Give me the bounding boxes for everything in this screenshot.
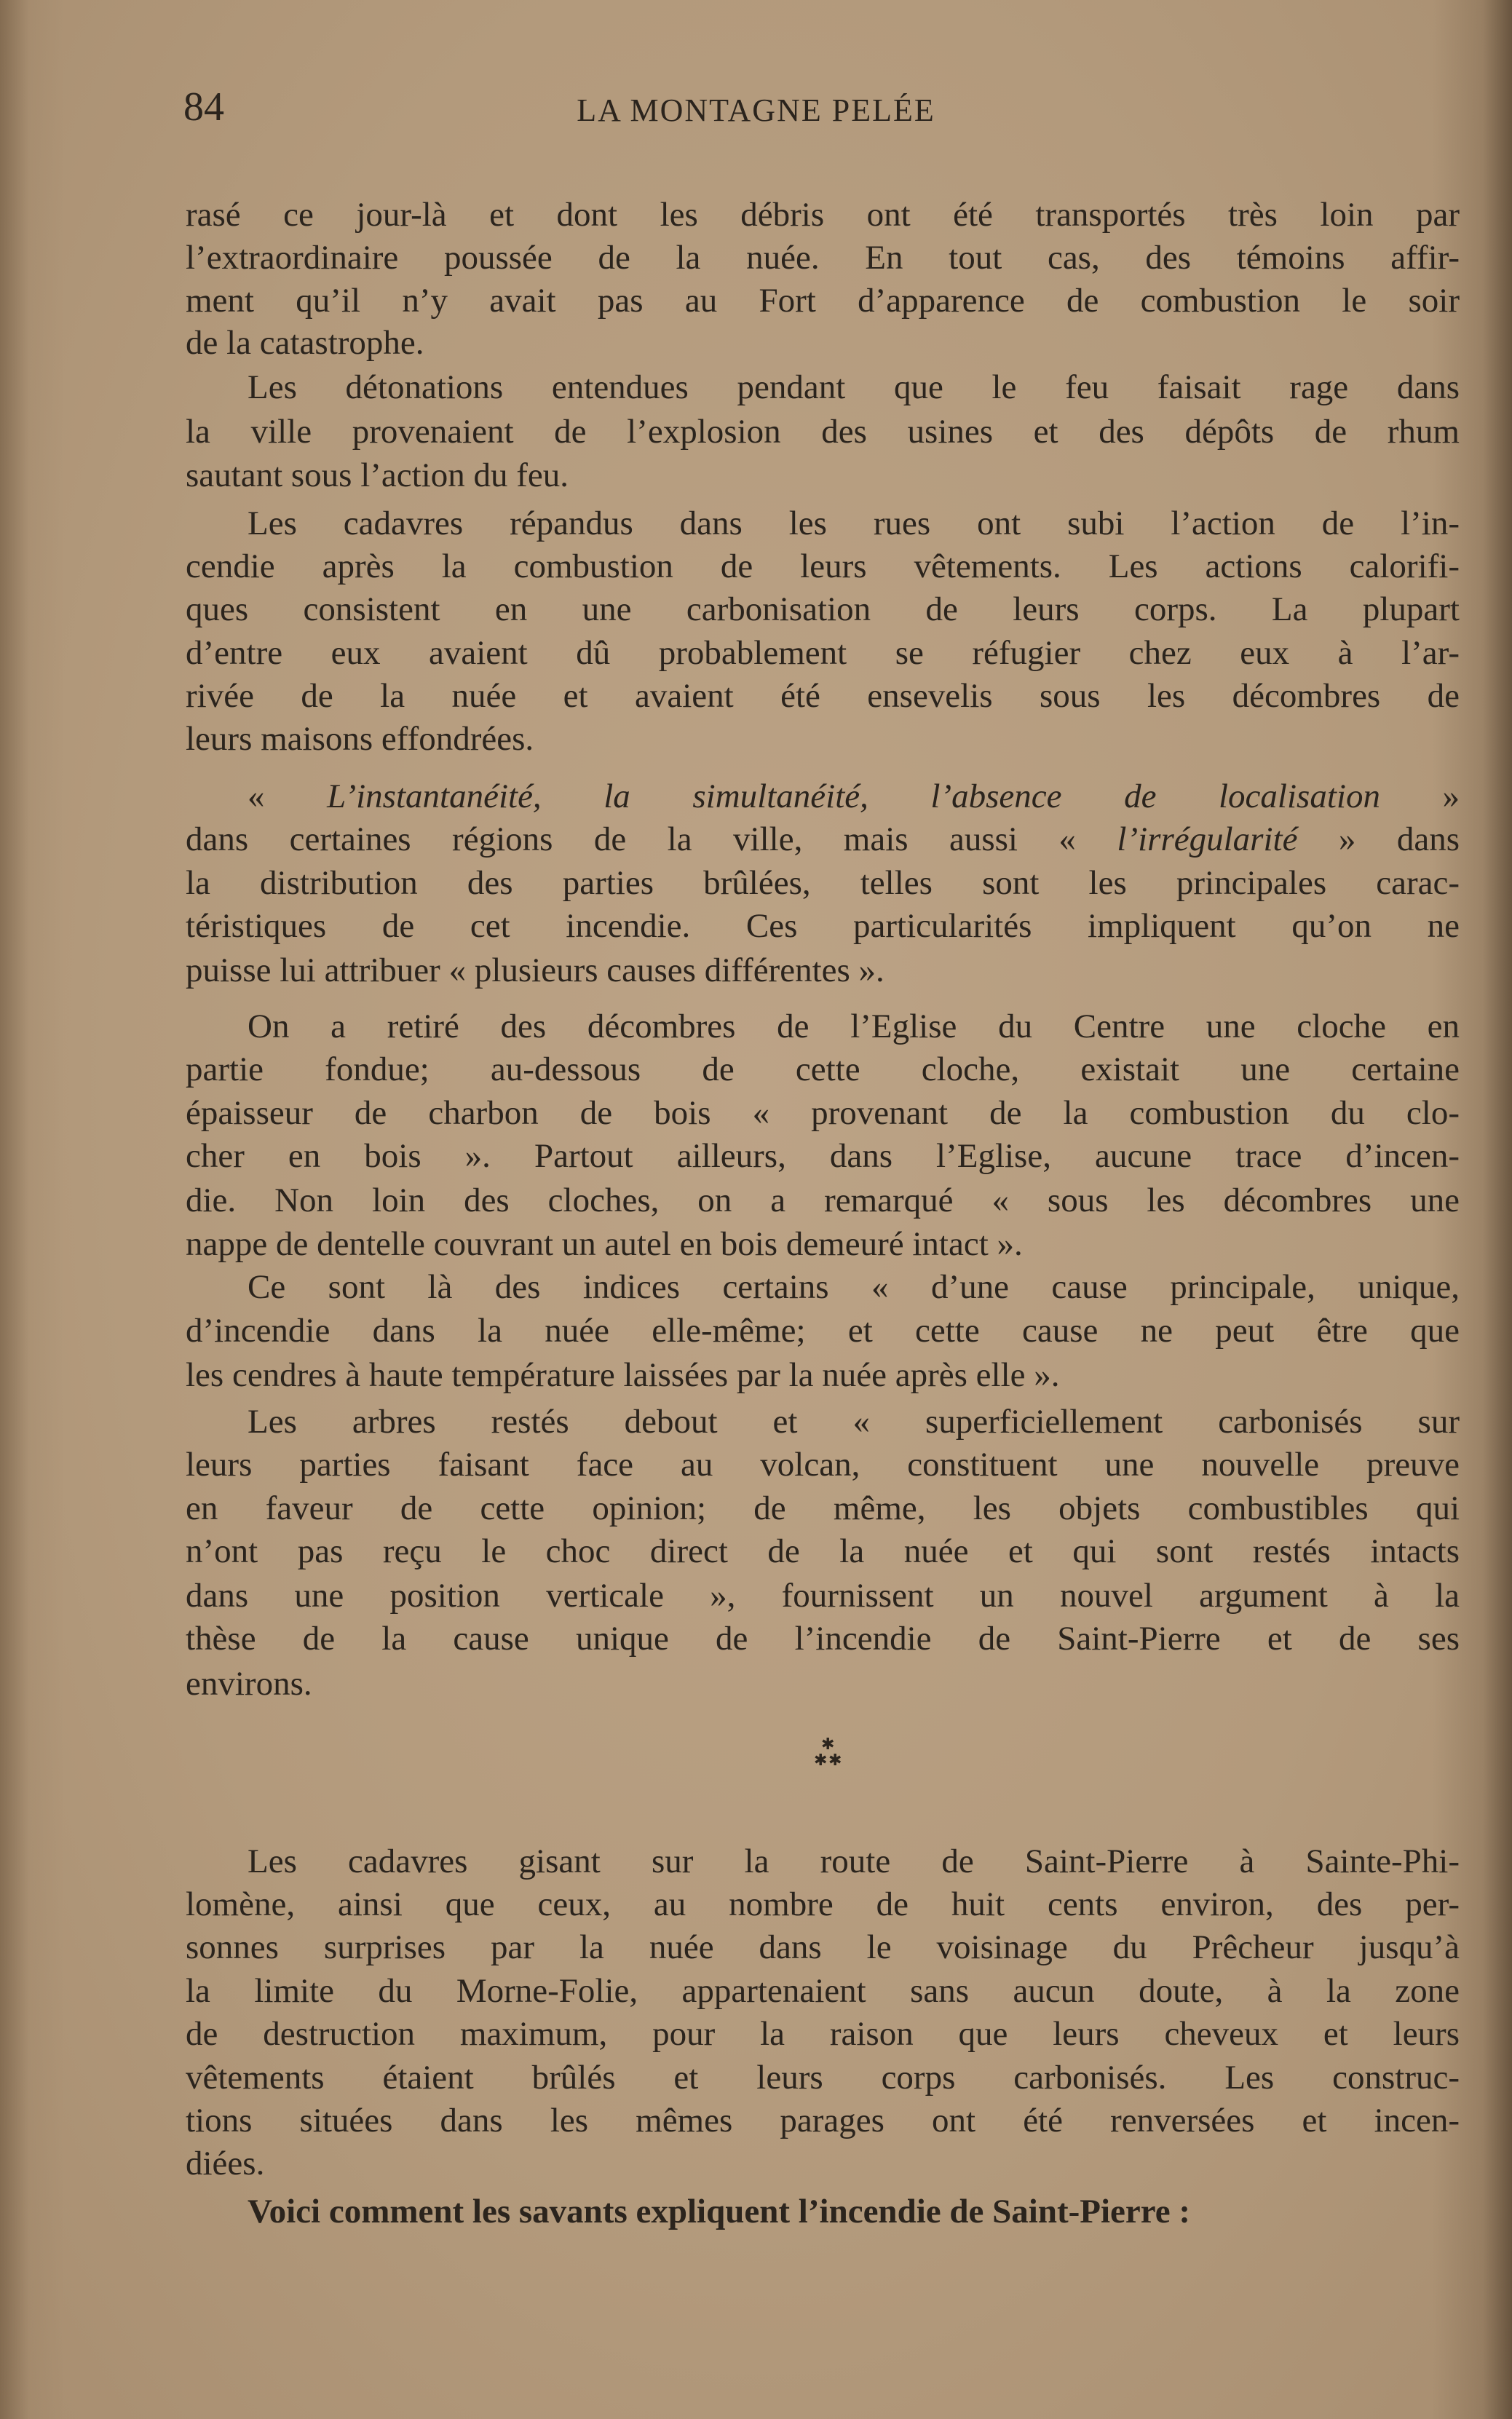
- text-line: ques consistent en une carbonisation de leurs corps. La plupart: [186, 590, 1460, 628]
- text-line: vêtements étaient brûlés et leurs corps carbonisés. Les construc-: [186, 2059, 1460, 2097]
- star-icon: ✱: [814, 1751, 828, 1769]
- text-line: sonnes surprises par la nuée dans le voisinage du Prêcheur jusqu’à: [186, 1928, 1460, 1966]
- text-line: leurs parties faisant face au volcan, constituent une nouvelle preuve: [186, 1446, 1460, 1484]
- text-line: de destruction maximum, pour la raison que leurs cheveux et leurs: [186, 2015, 1460, 2053]
- star-icon: ✱: [821, 1735, 835, 1753]
- running-head: LA MONTAGNE PELÉE: [577, 92, 935, 128]
- text-line: Les cadavres gisant sur la route de Saint-Pierre à Sainte-Phi-: [248, 1842, 1460, 1880]
- text-line: Les détonations entendues pendant que le feu faisait rage dans: [248, 368, 1460, 406]
- italic-quote: L’instantanéité, la simultanéité, l’absence de localisation: [327, 777, 1380, 815]
- text-line: Les cadavres répandus dans les rues ont subi l’action de l’in-: [248, 504, 1460, 542]
- text-line: lomène, ainsi que ceux, au nombre de huit cents environ, des per-: [186, 1885, 1460, 1923]
- text-line: Ce sont là des indices certains « d’une cause principale, unique,: [248, 1268, 1460, 1306]
- text-line: l’extraordinaire poussée de la nuée. En tout cas, des témoins affir-: [186, 239, 1460, 277]
- text-line: puisse lui attribuer « plusieurs causes différentes ».: [186, 951, 884, 989]
- text-line: diées.: [186, 2145, 265, 2182]
- text-line: cher en bois ». Partout ailleurs, dans l’Eglise, aucune trace d’incen-: [186, 1137, 1460, 1175]
- text-line: thèse de la cause unique de l’incendie de Saint-Pierre et de ses: [186, 1620, 1460, 1658]
- text-segment: dans certaines régions de la ville, mais aussi «: [186, 820, 1117, 858]
- text-line: la distribution des parties brûlées, telles sont les principales carac-: [186, 864, 1460, 902]
- asterism-ornament: [814, 1736, 843, 1780]
- italic-quote: l’irrégularité: [1117, 820, 1298, 858]
- text-line: rivée de la nuée et avaient été ensevelis sous les décombres de: [186, 677, 1460, 715]
- text-line: die. Non loin des cloches, on a remarqué « sous les décombres une: [186, 1181, 1460, 1219]
- text-line: ment qu’il n’y avait pas au Fort d’apparence de combustion le soir: [186, 282, 1460, 320]
- text-line: de la catastrophe.: [186, 324, 424, 362]
- text-line: environs.: [186, 1665, 312, 1703]
- text-segment: »: [1380, 777, 1460, 815]
- text-line: rasé ce jour-là et dont les débris ont été transportés très loin par: [186, 196, 1460, 234]
- text-line: n’ont pas reçu le choc direct de la nuée et qui sont restés intacts: [186, 1532, 1460, 1570]
- text-segment: «: [248, 777, 328, 815]
- text-line: la ville provenaient de l’explosion des usines et des dépôts de rhum: [186, 413, 1460, 451]
- text-line: en faveur de cette opinion; de même, les objets combustibles qui: [186, 1489, 1460, 1527]
- text-line: [186, 817, 1460, 861]
- text-line: [186, 775, 1460, 818]
- text-line: partie fondue; au-dessous de cette cloche, existait une certaine: [186, 1050, 1460, 1088]
- text-line: leurs maisons effondrées.: [186, 720, 534, 758]
- text-line: tions situées dans les mêmes parages ont été renversées et incen-: [186, 2102, 1460, 2139]
- star-icon: ✱: [828, 1751, 842, 1769]
- text-line: nappe de dentelle couvrant un autel en bois demeuré intact ».: [186, 1225, 1023, 1263]
- text-line: cendie après la combustion de leurs vêtements. Les actions calorifi-: [186, 547, 1460, 585]
- text-segment: » dans: [1297, 820, 1460, 858]
- page-number: 84: [183, 84, 224, 130]
- text-line: d’entre eux avaient dû probablement se réfugier chez eux à l’ar-: [186, 634, 1460, 672]
- text-line: sautant sous l’action du feu.: [186, 456, 569, 494]
- text-line: la limite du Morne-Folie, appartenaient sans aucun doute, à la zone: [186, 1972, 1460, 2010]
- text-line: Voici comment les savants expliquent l’incendie de Saint-Pierre :: [248, 2193, 1191, 2230]
- text-line: Les arbres restés debout et « superficiellement carbonisés sur: [248, 1403, 1460, 1441]
- text-line: dans une position verticale », fournissent un nouvel argument à la: [186, 1577, 1460, 1615]
- text-line: d’incendie dans la nuée elle-même; et cette cause ne peut être que: [186, 1312, 1460, 1350]
- text-line: épaisseur de charbon de bois « provenant de la combustion du clo-: [186, 1094, 1460, 1132]
- text-line: les cendres à haute température laissées par la nuée après elle ».: [186, 1356, 1060, 1394]
- text-line: téristiques de cet incendie. Ces particularités impliquent qu’on ne: [186, 907, 1460, 945]
- text-line: On a retiré des décombres de l’Eglise du Centre une cloche en: [248, 1007, 1460, 1045]
